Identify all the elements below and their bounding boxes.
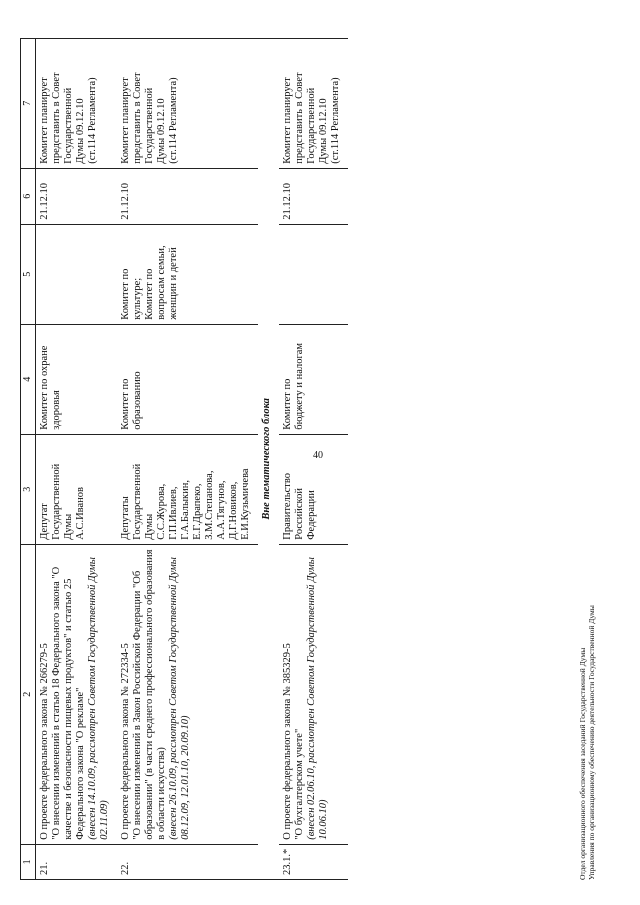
bill-note: (внесен 14.10.09, рассмотрен Советом Государственной Думы 02.11.09) — [87, 557, 110, 840]
remark — [36, 38, 118, 168]
column-header: 5 — [21, 224, 36, 324]
responsible-committee-line: Комитет по — [282, 378, 293, 430]
remark-line: представить в Совет — [294, 72, 305, 164]
co-executor-committee — [36, 224, 118, 324]
remark-line: Думы 09.12.10 — [75, 98, 86, 164]
co-executor-committee-line: культуре; — [132, 277, 143, 320]
column-header: 4 — [21, 324, 36, 434]
bill-title: "О бухгалтерском учете" — [294, 728, 305, 840]
section-row — [258, 38, 279, 879]
remark-line: Государственной — [63, 87, 74, 164]
page-number: 40 — [313, 450, 323, 461]
remark-line: (ст.114 Регламента) — [168, 77, 179, 164]
initiator — [117, 434, 258, 544]
initiator-line: Г.П.Ивлиев, — [168, 486, 179, 540]
deadline-date: 21.12.10 — [36, 168, 118, 224]
footer — [578, 605, 596, 880]
row-number: 23.1.* — [279, 844, 348, 879]
bill-note: (внесен 26.10.09, рассмотрен Советом Государственной Думы 08.12.09, 12.01.10, 20.09.10) — [168, 557, 191, 840]
bill-description — [117, 544, 258, 844]
co-executor-committee — [117, 224, 258, 324]
initiator — [36, 434, 118, 544]
initiator-line: Е.Г.Драпеко, — [192, 483, 203, 540]
responsible-committee — [279, 324, 348, 434]
deadline-date: 21.12.10 — [279, 168, 348, 224]
bill-number: О проекте федерального закона № 272334-5 — [120, 643, 131, 840]
row-number: 22. — [117, 844, 258, 879]
column-header: 1 — [21, 844, 36, 879]
footer-line-2: Управления по организационному обеспечению деятельности Государственной Думы — [587, 605, 596, 880]
deadline-date: 21.12.10 — [117, 168, 258, 224]
initiator-line: Г.А.Балыкин, — [180, 479, 191, 540]
co-executor-committee-line: Комитет по — [120, 268, 131, 320]
remark-line: представить в Совет — [132, 72, 143, 164]
table-row — [36, 38, 118, 879]
remark-line: (ст.114 Регламента) — [330, 77, 341, 164]
rotated-page-content — [20, 0, 620, 880]
initiator-line: Государственной — [132, 463, 143, 540]
co-executor-committee-line: Комитет по — [144, 268, 155, 320]
initiator-line: Правительство — [282, 473, 293, 540]
remark-line: (ст.114 Регламента) — [87, 77, 98, 164]
initiator-line: Е.И.Кузьмичева — [240, 468, 251, 540]
bill-number: О проекте федерального закона № 266279-5 — [39, 643, 50, 840]
column-header: 3 — [21, 434, 36, 544]
row-number: 21. — [36, 844, 118, 879]
co-executor-committee-line: женщин и детей — [168, 247, 179, 320]
initiator-line: Депутаты — [120, 496, 131, 540]
bill-table — [20, 38, 348, 880]
remark — [117, 38, 258, 168]
bill-title: "О внесении изменений в статью 18 Федерального закона "О качестве и безопасности пищевых продуктов" и статью 25 Федерального закона "О рекламе" — [51, 566, 86, 840]
column-header: 2 — [21, 544, 36, 844]
responsible-committee-line: бюджету и налогам — [294, 342, 305, 430]
responsible-committee — [117, 324, 258, 434]
footer-line-1: Отдел организационного обеспечения заседаний Государственной Думы — [578, 647, 587, 880]
responsible-committee-line: Комитет по охране — [39, 345, 50, 430]
bill-description — [279, 544, 348, 844]
remark-line: Комитет планирует — [39, 77, 50, 164]
remark-line: Думы 09.12.10 — [318, 98, 329, 164]
initiator-line: Думы — [144, 513, 155, 540]
initiator-line: А.А.Тягунов, — [216, 480, 227, 540]
responsible-committee-line: образованию — [132, 371, 143, 430]
initiator-line: Д.Г.Новиков, — [228, 481, 239, 540]
initiator-line: Государственной — [51, 463, 62, 540]
initiator-line: С.С.Журова, — [156, 483, 167, 540]
initiator-line: Федерации — [306, 490, 317, 540]
initiator-line: Депутат — [39, 503, 50, 540]
section-title: Вне тематического блока — [258, 38, 279, 879]
bill-description — [36, 544, 118, 844]
initiator — [279, 434, 348, 544]
remark-line: Комитет планирует — [120, 77, 131, 164]
initiator-line: З.М.Степанова, — [204, 470, 215, 540]
bill-note: (внесен 02.06.10, рассмотрен Советом Государственной Думы 10.06.10) — [306, 557, 329, 840]
table-row — [279, 38, 348, 879]
initiator-line: Российской — [294, 488, 305, 540]
responsible-committee — [36, 324, 118, 434]
remark-line: представить в Совет — [51, 72, 62, 164]
remark-line: Государственной — [144, 87, 155, 164]
remark — [279, 38, 348, 168]
co-executor-committee — [279, 224, 348, 324]
co-executor-committee-line: вопросам семьи, — [156, 245, 167, 320]
remark-line: Думы 09.12.10 — [156, 98, 167, 164]
responsible-committee-line: здоровья — [51, 390, 62, 430]
column-number-header — [21, 38, 36, 879]
initiator-line: А.С.Иванов — [75, 487, 86, 540]
column-header: 7 — [21, 38, 36, 168]
remark-line: Государственной — [306, 87, 317, 164]
column-header: 6 — [21, 168, 36, 224]
initiator-line: Думы — [63, 513, 74, 540]
responsible-committee-line: Комитет по — [120, 378, 131, 430]
bill-title: "О внесении изменений в Закон Российской Федерации "Об образовании" (в части среднего профессионального образования в области искусства) — [132, 549, 167, 840]
bill-number: О проекте федерального закона № 385329-5 — [282, 643, 293, 840]
remark-line: Комитет планирует — [282, 77, 293, 164]
table-row — [117, 38, 258, 879]
